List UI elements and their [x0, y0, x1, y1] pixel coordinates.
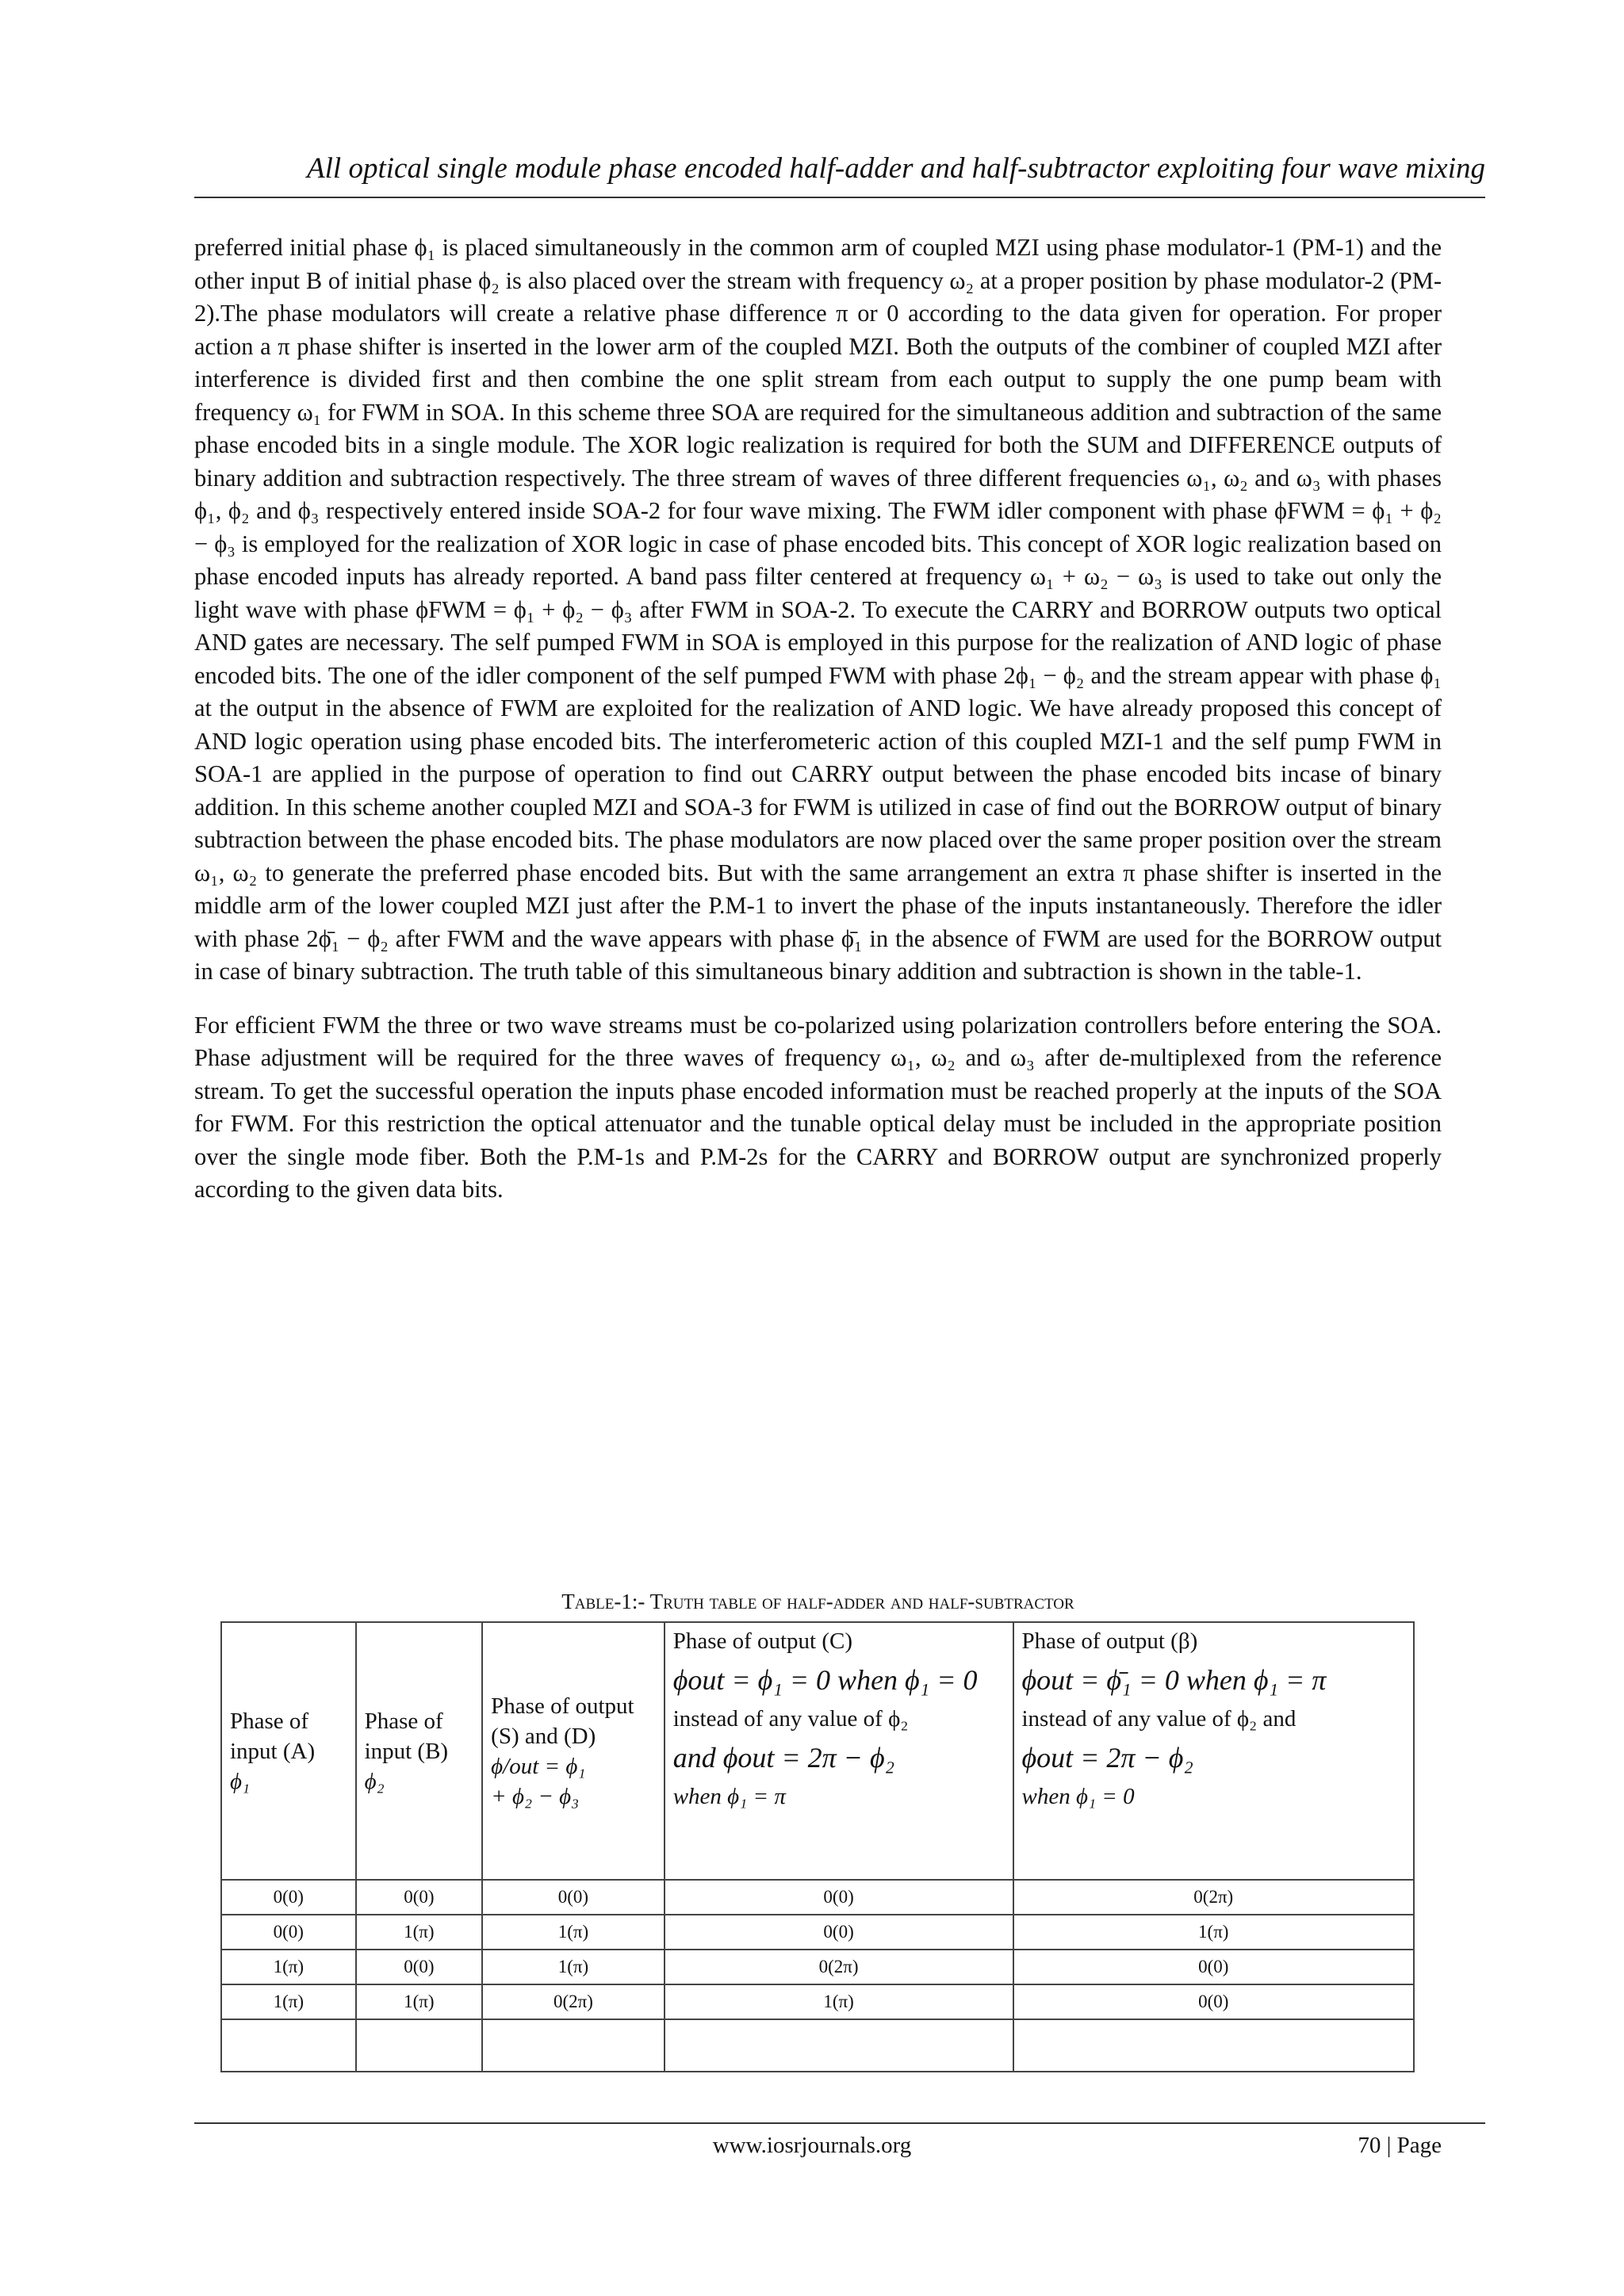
header-output-beta-label: Phase of output (β)	[1021, 1628, 1198, 1654]
table-cell: 1(π)	[221, 1950, 356, 1984]
table-cell: 1(π)	[482, 1950, 665, 1984]
table-cell: 1(π)	[1013, 1915, 1415, 1950]
header-output-s-eq2: + ϕ₂ − ϕ₃	[491, 1783, 580, 1809]
header-output-c	[665, 1622, 1013, 1880]
header-output-c-eq2: instead of any value of ϕ₂	[672, 1706, 909, 1732]
header-input-a-symbol: ϕ₁	[230, 1768, 251, 1794]
table-cell: 0(0)	[482, 1880, 665, 1915]
header-output-beta-eq2: instead of any value of ϕ₂ and	[1021, 1706, 1297, 1732]
footer-site-link[interactable]: www.iosrjournals.org	[712, 2133, 912, 2158]
running-header	[194, 149, 1485, 198]
header-output-c-label: Phase of output (C)	[672, 1628, 853, 1654]
table-cell: 0(2π)	[1013, 1880, 1415, 1915]
table-row-empty	[221, 2019, 1414, 2072]
header-input-b-symbol: ϕ₂	[364, 1768, 385, 1794]
table-cell	[482, 2019, 665, 2072]
table-cell	[665, 2019, 1013, 2072]
body-text	[194, 232, 1442, 1207]
header-output-beta-eq4: when ϕ₁ = 0	[1021, 1784, 1135, 1809]
paragraph-1: preferred initial phase ϕ₁ is placed simultaneously in the common arm of coupled MZI using phase modulator-1 (PM-1) and the other input B of initial phase ϕ₂ is also placed over the stream with frequency ω₂ at a proper position by phase modulator-2 (PM-2).The phase modulators will create a relative phase difference π or 0 according to the data given for operation. For proper action a π phase shifter is inserted in the lower arm of the coupled MZI. Both the outputs of the combiner of coupled MZI after interference is divided first and then combine the one split stream from each output to supply the one pump beam with frequency ω₁ for FWM in SOA. In this scheme three SOA are required for the simultaneous addition and subtraction of the same phase encoded bits in a single module. The XOR logic realization is required for both the SUM and DIFFERENCE outputs of binary addition and subtraction respectively. The three stream of waves of three different frequencies ω₁, ω₂ and ω₃ with phases ϕ₁, ϕ₂ and ϕ₃ respectively entered inside SOA-2 for four wave mixing. The FWM idler component with phase ϕFWM = ϕ₁ + ϕ₂ − ϕ₃ is employed for the realization of XOR logic in case of phase encoded bits. This concept of XOR logic realization based on phase encoded inputs has already reported. A band pass filter centered at frequency ω₁ + ω₂ − ω₃ is used to take out only the light wave with phase ϕFWM = ϕ₁ + ϕ₂ − ϕ₃ after FWM in SOA-2. To execute the CARRY and BORROW outputs two optical AND gates are necessary. The self pumped FWM in SOA is employed in this purpose for the realization of AND logic of phase encoded bits. The one of the idler component of the self pumped FWM with phase 2ϕ₁ − ϕ₂ and the stream appear with phase ϕ₁ at the output in the absence of FWM are exploited for the realization of AND logic. We have already proposed this concept of AND logic operation using phase encoded bits. The interferometeric action of this coupled MZI-1 and the self pump FWM in SOA-1 are applied in the purpose of operation to find out CARRY output between the phase encoded bits incase of binary addition. In this scheme another coupled MZI and SOA-3 for FWM is utilized in case of find out the BORROW output of binary subtraction between the phase encoded bits. The phase modulators are now placed over the same proper position over the stream ω₁, ω₂ to generate the preferred phase encoded bits. But with the same arrangement an extra π phase shifter is inserted in the middle arm of the lower coupled MZI just after the P.M-1 to invert the phase of the inputs instantaneously. Therefore the idler with phase 2ϕ̄₁ − ϕ₂ after FWM and the wave appears with phase ϕ̄₁ in the absence of FWM are used for the BORROW output in case of binary subtraction. The truth table of this simultaneous binary addition and subtraction is shown in the table-1.	[194, 234, 1442, 985]
table-cell: 0(0)	[665, 1880, 1013, 1915]
header-input-b-label: Phase of input (B)	[364, 1708, 449, 1764]
header-output-c-eq4: when ϕ₁ = π	[672, 1784, 786, 1809]
table-cell: 1(π)	[665, 1984, 1013, 2019]
header-output-s-d	[482, 1622, 665, 1880]
header-output-beta-eq3: ϕout = 2π − ϕ₂	[1021, 1742, 1193, 1774]
table-cell: 0(0)	[665, 1915, 1013, 1950]
footer-rule	[194, 2122, 1485, 2124]
table-cell	[1013, 2019, 1415, 2072]
header-input-b	[356, 1622, 483, 1880]
table-cell	[221, 2019, 356, 2072]
table-cell: 1(π)	[221, 1984, 356, 2019]
table-cell: 0(0)	[221, 1880, 356, 1915]
paragraph-2: For efficient FWM the three or two wave streams must be co-polarized using polarization controllers before entering the SOA. Phase adjustment will be required for the three waves of frequency ω₁, ω₂ and ω₃ after de-multiplexed from the reference stream. To get the successful operation the inputs phase encoded information must be reached properly at the inputs of the SOA for FWM. For this restriction the optical attenuator and the tunable optical delay must be included in the appropriate position over the single mode fiber. Both the P.M-1s and P.M-2s for the CARRY and BORROW output are synchronized properly according to the given data bits.	[194, 1011, 1442, 1203]
header-output-c-eq3: and ϕout = 2π − ϕ₂	[672, 1742, 895, 1774]
table-header-row	[221, 1622, 1414, 1880]
header-output-c-eq1: ϕout = ϕ₁ = 0 when ϕ₁ = 0	[672, 1664, 978, 1696]
table-cell: 0(2π)	[665, 1950, 1013, 1984]
header-input-a	[221, 1622, 356, 1880]
table-cell: 0(0)	[1013, 1950, 1415, 1984]
table-cell: 0(0)	[221, 1915, 356, 1950]
table-row	[221, 1915, 1414, 1950]
table-cell	[356, 2019, 483, 2072]
table-cell: 0(0)	[356, 1950, 483, 1984]
header-output-s-eq1: ϕ/out = ϕ₁	[491, 1753, 586, 1779]
table-cell: 0(0)	[1013, 1984, 1415, 2019]
header-input-a-label: Phase of input (A)	[230, 1708, 316, 1764]
table-cell: 1(π)	[356, 1915, 483, 1950]
table-cell: 1(π)	[482, 1915, 665, 1950]
header-output-s-label: Phase of output (S) and (D)	[491, 1693, 634, 1749]
table-row	[221, 1880, 1414, 1915]
table-caption: Table-1:- Truth table of half-adder and half-subtractor	[561, 1590, 1074, 1613]
truth-table	[220, 1621, 1415, 2072]
table-cell: 1(π)	[356, 1984, 483, 2019]
footer-page-number: 70 | Page	[1358, 2133, 1442, 2158]
header-output-beta-eq1: ϕout = ϕ̄₁ = 0 when ϕ₁ = π	[1021, 1664, 1327, 1696]
table-row	[221, 1950, 1414, 1984]
table-cell: 0(0)	[356, 1880, 483, 1915]
table-row	[221, 1984, 1414, 2019]
header-output-beta	[1013, 1622, 1415, 1880]
table-cell: 0(2π)	[482, 1984, 665, 2019]
header-title: All optical single module phase encoded half-adder and half-subtractor exploiting four wave mixing	[307, 152, 1485, 185]
